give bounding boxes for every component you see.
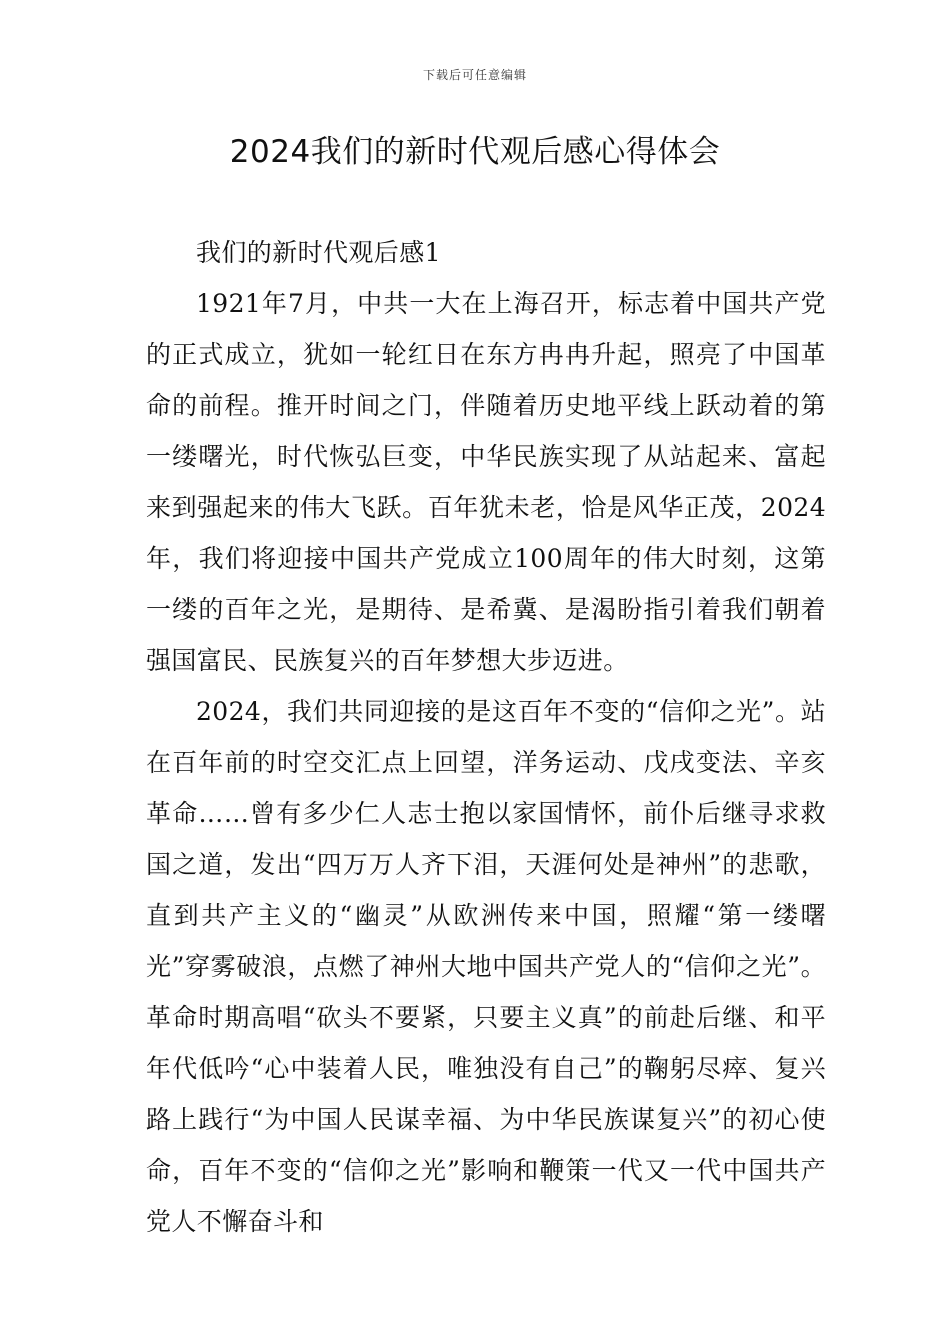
document-title: 2024我们的新时代观后感心得体会 xyxy=(229,134,721,170)
document-body xyxy=(146,227,826,1247)
subheading: 我们的新时代观后感1 xyxy=(196,238,441,267)
header-note: 下载后可任意编辑 xyxy=(422,68,527,82)
paragraph-2: 2024，我们共同迎接的是这百年不变的“信仰之光”。站在百年前的时空交汇点上回望，洋务运动、戊戌变法、辛亥革命……曾有多少仁人志士抱以家国情怀，前仆后继寻求救国之道，发出“四万万人齐下泪，天涯何处是神州”的悲歌，直到共产主义的“幽灵”从欧洲传来中国，照耀“第一缕曙光”穿雾破浪，点燃了神州大地中国共产党人的“信仰之光”。革命时期高唱“砍头不要紧，只要主义真”的前赴后继、和平年代低吟“心中装着人民，唯独没有自己”的鞠躬尽瘁、复兴路上践行“为中国人民谋幸福、为中华民族谋复兴”的初心使命，百年不变的“信仰之光”影响和鞭策一代又一代中国共产党人不懈奋斗和 xyxy=(146,697,826,1236)
paragraph-1: 1921年7月，中共一大在上海召开，标志着中国共产党的正式成立，犹如一轮红日在东方冉冉升起，照亮了中国革命的前程。推开时间之门，伴随着历史地平线上跃动着的第一缕曙光，时代恢弘巨变，中华民族实现了从站起来、富起来到强起来的伟大飞跃。百年犹未老，恰是风华正茂，2024年，我们将迎接中国共产党成立100周年的伟大时刻，这第一缕的百年之光，是期待、是希冀、是渴盼指引着我们朝着强国富民、民族复兴的百年梦想大步迈进。 xyxy=(146,289,826,675)
